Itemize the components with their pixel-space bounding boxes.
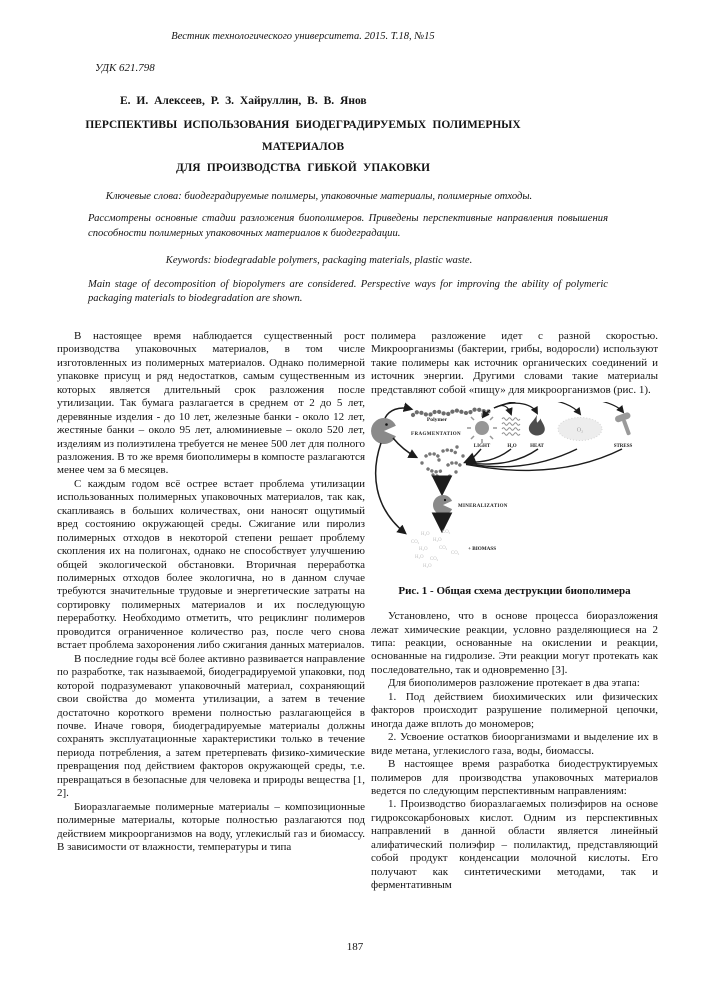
keywords-russian: Ключевые слова: биодеградируемые полимеры, упаковочные материалы, полимерные отходы. [105,190,533,202]
polymer-label: Polymer [426,417,448,424]
molecule-label: CO₂ [430,557,439,563]
abstract-russian: Рассмотрены основные стадии разложения биополимеров. Приведены перспективные направления повышения способности полимерных упаковочных материалов к биодеградации. [88,213,608,239]
paragraph: В настоящее время разработка биодеструктируемых полимеров для производства упаковочных материалов ведется по следующим перспективным направлениям: [371,758,658,797]
fragmentation-arrows-in [466,449,622,470]
page-number: 187 [346,941,364,953]
mineralization-label: MINERALIZATION [458,504,508,510]
molecule-cloud [411,530,460,569]
molecule-label: H₂O [421,532,430,538]
paragraph: Биоразлагаемые полимерные материалы – композиционные полимерные материалы, которые полностью разлагаются под действием микроорганизмов на воду, углекислый газ и биомассу. В зависимости от влажности, температуры и типа [57,800,365,854]
molecule-label: CO₂ [442,530,451,536]
water-icon [502,418,520,436]
figure-schematic [371,402,658,572]
molecule-label: H₂O [423,564,432,570]
light-label: LIGHT [473,444,491,450]
fragmentation-label: FRAGMENTATION [410,432,462,438]
sun-icon [467,413,497,443]
article-title-line2: ДЛЯ ПРОИЗВОДСТВА ГИБКОЙ УПАКОВКИ [175,162,431,174]
journal-running-head: Вестник технологического университета. 2015. Т.18, №15 [171,31,435,42]
paragraph: В настоящее время наблюдается существенный рост производства упаковочных материалов, в том числе изготовленных из полимерных материалов. Однако полимерной упаковке присущ и ряд недостатков, самым существенным из которых является длительный срок разложения после утилизации. Так бумага разлагается в среднем от 2 до 5 лет, деревянные изделия - до 10 лет, железные банки - около 12 лет, жестяные банки – около 95 лет, алюминиевые – около 520 лет, изделиям из полиэтилена требуется не менее 500 лет для полного разложения. В то же время биополимеры в компосте разлагаются менее чем за 6 месяцев. [57,329,365,477]
molecule-label: H₂O [433,538,442,544]
fragments-icon [420,445,464,477]
biomass-label: + BIOMASS [468,546,497,553]
flame-icon [529,415,545,436]
paragraph: 2. Усвоение остатков биоорганизмами и выделение их в виде метана, углекислого газа, воды, биомассы. [371,731,658,757]
oxygen-label: O₂ [576,427,584,434]
figure-caption: Рис. 1 - Общая схема деструкции биополимера [398,584,631,597]
hammer-icon [614,412,637,438]
paragraph: Установлено, что в основе процесса биоразложения лежат химические реакции, условно разделяющиеся на 2 типа: реакции, основанные на окислении и реакции, основанные на гидролизе. Эти реакции могут протекать как последовательно, так и одновременно [3]. [371,610,658,676]
paragraph: В последние годы всё более активно развивается направление по разработке, так называемой, биодеградируемой упаковки, под которой подразумевают упаковочный материал, сохраняющий свои свойства до момента утилизации, а затем в течение достаточно короткого времени полностью разлагающейся в почве. Иначе говоря, биодеградируемые материалы должны сохранять эксплуатационные характеристики только в течение периода потребления, а затем претерпевать физико-химические превращения под действием факторов окружающей среды, т.е. превращаться в безопасные для человека и природы вещества [1, 2]. [57,652,365,800]
paragraph: С каждым годом всё острее встает проблема утилизации использованных полимерных упаковочных материалов, так как, скапливаясь в больших количествах, они наносят ощутимый вред состоянию окружающей среды. Сжигание или пиролиз полимерных отходов в некоторой степени решает проблему скопления их на полигонах, однако не способствует улучшению общей экологической обстановки. Вторичная переработка полимерных отходов более экологична, но в данном случае требуются значительные трудовые и энергетические затраты на сортировку полимерных материалов и их последующую переработку. Необходимо отметить, что рециклинг полимеров проводится ограниченное количество раз, после чего снова встает проблема захоронения либо сжигания данных материалов. [57,477,365,652]
molecule-label: CO₂ [411,540,420,546]
stress-label: STRESS [613,444,633,450]
microbe-icon [433,495,452,515]
authors-line: Е. И. Алексеев, Р. З. Хайруллин, В. В. Янов [120,95,367,107]
molecule-label: H₂O [419,547,428,553]
paragraph: Для биополимеров разложение протекает в два этапа: [388,677,640,690]
paragraph: 1. Производство биоразлагаемых полиэфиров на основе гидроксокарбоновых кислот. Одним из перспективных направлений в данной области является линейный алифатический полиэфир – полилактид, представляющий собой продукт конденсации молочной кислоты. Его получают как синтетическими методами, так и ферментативным [371,798,658,892]
abstract-english: Main stage of decomposition of biopolymers are considered. Perspective ways for improving the ability of polymeric packaging materials to biodegradation are shown. [88,278,608,305]
two-column-body [57,330,658,893]
figure-biopolymer-destruction [371,402,658,576]
udk-code: УДК 621.798 [95,62,155,74]
microbe-icon [371,418,396,444]
article-title [57,115,549,180]
paragraph: 1. Под действием биохимических или физических факторов происходит разрушение полимерной цепочки, иногда даже вплоть до мономеров; [371,690,658,730]
article-title-line1: ПЕРСПЕКТИВЫ ИСПОЛЬЗОВАНИЯ БИОДЕГРАДИРУЕМЫХ ПОЛИМЕРНЫХ МАТЕРИАЛОВ [85,119,521,153]
molecule-label: CO₂ [439,546,448,552]
left-column [57,330,365,893]
polymer-chain-icon [413,410,492,416]
keywords-english: Keywords: biodegradable polymers, packaging materials, plastic waste. [165,255,473,267]
molecule-label: H₂O [415,555,424,561]
water-label: H₂O [507,444,517,450]
fragmentation-arrows-out [483,402,623,417]
molecule-label: CO₂ [451,551,460,557]
heat-label: HEAT [530,444,544,450]
paragraph: полимера разложение идет с разной скоростью. Микроорганизмы (бактерии, грибы, водоросли) используют такие полимеры как источник органических соединений и источник энергии. Другими словами такие материалы представляют собой «пищу» для микроорганизмов (рис. 1). [371,329,658,396]
right-column [371,330,658,893]
